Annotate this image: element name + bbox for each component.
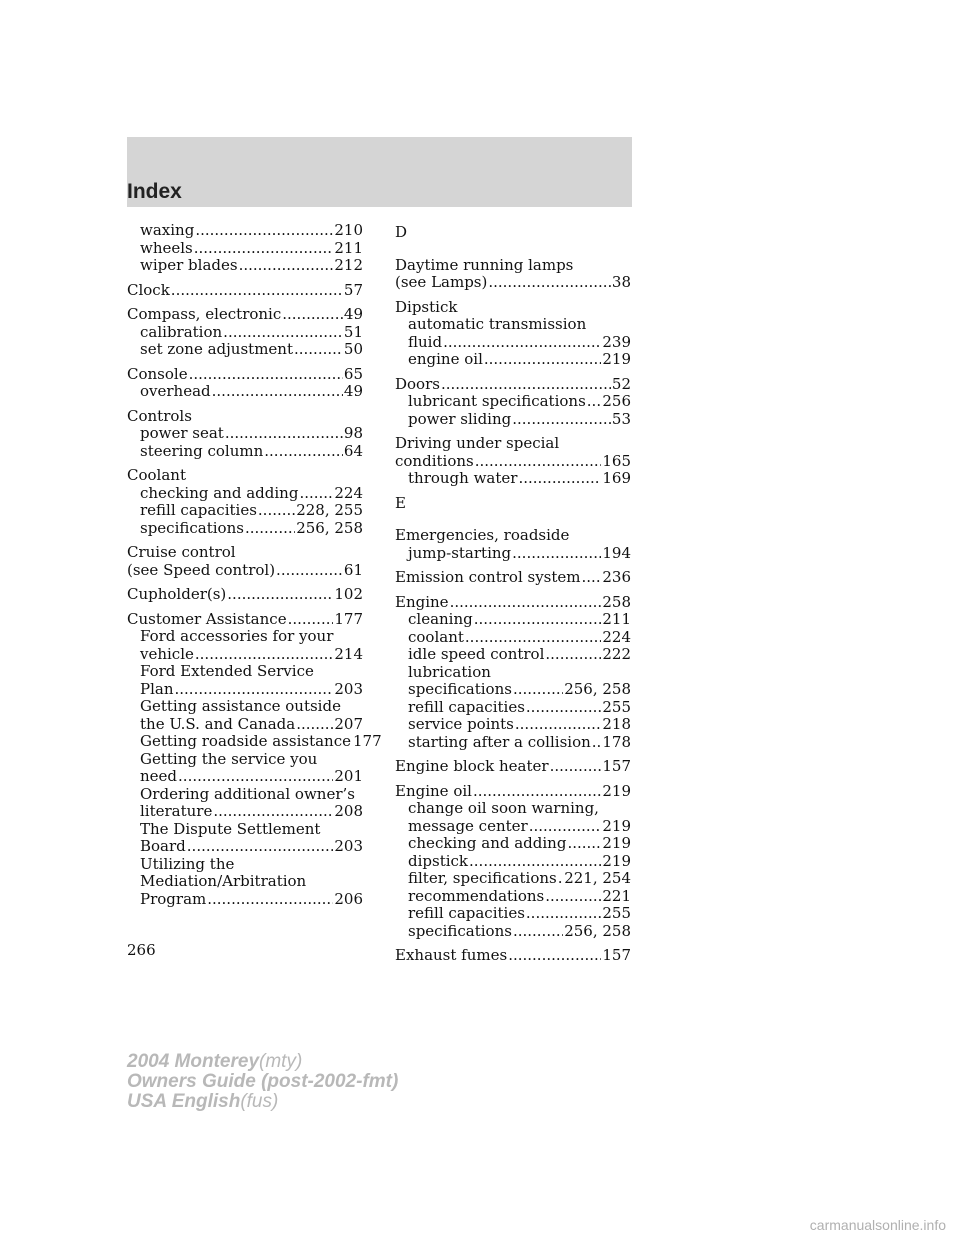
index-subentry: [395, 923, 631, 941]
index-heading: [395, 758, 631, 776]
dot-leader: [189, 366, 343, 384]
entry-text: Getting the service you: [140, 749, 318, 768]
index-subentry: [127, 803, 363, 821]
entry-text: Doors: [395, 374, 440, 393]
entry-text: Plan: [140, 679, 174, 698]
index-heading: [127, 544, 363, 562]
dot-leader: [299, 485, 333, 503]
dot-leader: [465, 629, 601, 647]
dot-leader: [212, 383, 343, 401]
index-entry: [127, 282, 363, 300]
page-reference: 65: [343, 364, 363, 383]
index-subentry: [395, 734, 631, 752]
entry-text: refill capacities: [408, 904, 525, 922]
index-entry: [395, 758, 631, 776]
index-entry: [395, 783, 631, 941]
dot-leader: [545, 646, 601, 664]
page-reference: 256, 258: [296, 518, 363, 537]
page-reference: 178: [602, 732, 631, 751]
dot-leader: [223, 324, 343, 342]
dot-leader: [473, 783, 601, 801]
page-reference: 203: [334, 837, 363, 855]
index-subentry: [127, 681, 363, 699]
entry-text: recommendations: [408, 886, 545, 905]
entry-text: checking and adding: [408, 834, 567, 852]
index-entry: [127, 306, 363, 359]
entry-text: Board: [140, 837, 186, 855]
entry-text: refill capacities: [140, 501, 257, 519]
index-subentry: [395, 681, 631, 699]
footer-language-code: (fus): [240, 1091, 279, 1112]
entry-text: Compass, electronic: [127, 305, 282, 323]
entry-text: Getting roadside assistance: [140, 732, 351, 750]
entry-text: Exhaust fumes: [395, 946, 508, 964]
index-heading: [395, 594, 631, 612]
index-subentry: [127, 873, 363, 891]
entry-text: specifications: [408, 921, 512, 940]
entry-text: overhead: [140, 382, 211, 400]
index-heading: [395, 453, 631, 471]
entry-text: Ford accessories for your: [140, 627, 334, 645]
entry-text: dipstick: [408, 851, 469, 870]
dot-leader: [512, 411, 611, 429]
page-reference: 194: [602, 543, 631, 562]
page-reference: 61: [343, 560, 363, 579]
index-entry: [395, 527, 631, 562]
entry-text: Getting assistance outside: [140, 697, 341, 715]
entry-text: need: [140, 767, 178, 785]
dot-leader: [518, 470, 601, 488]
dot-leader: [227, 586, 333, 604]
entry-text: jump-starting: [408, 543, 512, 562]
index-subentry: [127, 520, 363, 538]
index-subentry: [127, 768, 363, 786]
index-heading: [127, 467, 363, 485]
entry-text: specifications: [408, 680, 512, 698]
dot-leader: [526, 699, 601, 717]
index-subentry: [127, 628, 363, 646]
entry-text: Clock: [127, 280, 170, 299]
entry-text: cleaning: [408, 610, 473, 628]
entry-text: power seat: [140, 424, 224, 442]
index-subentry: [127, 425, 363, 443]
index-heading: [395, 274, 631, 292]
page-reference: 214: [334, 644, 363, 663]
index-heading: [127, 366, 363, 384]
page-reference: 219: [602, 781, 631, 800]
index-subentry: [127, 856, 363, 874]
entry-text: fluid: [408, 332, 443, 351]
index-entry: [395, 299, 631, 369]
page-reference: 224: [602, 627, 631, 646]
entry-text: wiper blades: [140, 256, 238, 274]
footer-language: USA English: [127, 1091, 241, 1112]
dot-leader: [550, 758, 602, 776]
index-subentry: [395, 716, 631, 734]
dot-leader: [513, 681, 563, 699]
entry-text: Coolant: [127, 466, 186, 484]
index-heading: [127, 408, 363, 426]
dot-leader: [207, 891, 333, 909]
page-reference: 49: [343, 305, 363, 323]
dot-leader: [225, 425, 343, 443]
dot-leader: [526, 905, 601, 923]
entry-text: automatic transmission: [408, 315, 587, 333]
entry-text: Dipstick: [395, 297, 458, 316]
page-reference: 256, 258: [564, 921, 631, 940]
index-subentry: [395, 699, 631, 717]
index-column-left: [127, 221, 382, 915]
index-subentry: [127, 646, 363, 664]
index-subentry: [127, 324, 363, 342]
index-heading: [395, 569, 631, 587]
index-entry: [395, 594, 631, 752]
index-heading: [127, 611, 363, 629]
index-entry: [127, 586, 363, 604]
page-reference: 203: [334, 679, 363, 698]
entry-text: steering column: [140, 441, 264, 460]
entry-text: checking and adding: [140, 483, 299, 502]
index-heading: [127, 306, 363, 324]
index-heading: [127, 562, 363, 580]
dot-leader: [475, 453, 602, 471]
index-heading: [395, 299, 631, 317]
entry-text: vehicle: [140, 644, 194, 663]
entry-text: Engine block heater: [395, 757, 549, 775]
index-entry: [395, 257, 631, 292]
entry-text: Ford Extended Service: [140, 662, 314, 680]
dot-leader: [558, 870, 563, 888]
page-reference: 57: [343, 280, 363, 299]
page-reference: 53: [611, 409, 631, 428]
entry-text: Cupholder(s): [127, 585, 227, 603]
dot-leader: [508, 947, 601, 965]
index-subentry: [395, 351, 631, 369]
section-letter: E: [395, 493, 406, 512]
page-title: Index: [127, 180, 182, 203]
entry-text: Emission control system: [395, 568, 581, 586]
index-subentry: [127, 716, 363, 734]
entry-text: Controls: [127, 406, 192, 425]
page-reference: 212: [334, 256, 363, 274]
footer-imprint: [127, 1052, 398, 1112]
index-subentry: [127, 257, 363, 275]
index-subentry: [395, 334, 631, 352]
footer-title-code: (mty): [259, 1051, 303, 1072]
index-subentry: [395, 835, 631, 853]
entry-text: (see Speed control): [127, 560, 276, 579]
page-reference: 255: [602, 904, 631, 922]
page-reference: 206: [334, 889, 363, 908]
page-reference: 201: [334, 767, 363, 785]
dot-leader: [441, 376, 611, 394]
index-subentry: [395, 470, 631, 488]
page-reference: 157: [602, 946, 631, 964]
page-reference: 102: [334, 585, 363, 603]
index-subentry: [127, 485, 363, 503]
dot-leader: [178, 768, 333, 786]
dot-leader: [450, 594, 602, 612]
entry-text: The Dispute Settlement: [140, 819, 321, 838]
index-subentry: [395, 611, 631, 629]
dot-leader: [488, 274, 611, 292]
index-subentry: [395, 870, 631, 888]
entry-text: through water: [408, 469, 518, 487]
index-subentry: [127, 838, 363, 856]
page-reference: 219: [602, 834, 631, 852]
index-entry: [127, 467, 363, 537]
entry-text: Emergencies, roadside: [395, 526, 570, 544]
page-reference: 211: [602, 610, 631, 628]
entry-text: Mediation/Arbitration: [140, 872, 307, 890]
page-reference: 177: [334, 609, 363, 628]
index-subentry: [127, 786, 363, 804]
page-reference: 211: [334, 238, 363, 257]
dot-leader: [582, 569, 602, 587]
index-heading: [395, 527, 631, 545]
index-entry: [395, 947, 631, 965]
header-band: [127, 137, 632, 207]
dot-leader: [195, 222, 333, 240]
entry-text: waxing: [140, 221, 195, 239]
dot-leader: [213, 803, 333, 821]
entry-text: wheels: [140, 238, 193, 257]
entry-text: calibration: [140, 322, 223, 341]
index-subentry: [395, 905, 631, 923]
page-reference: 169: [602, 469, 631, 487]
page-reference: 258: [602, 592, 631, 611]
dot-leader: [171, 282, 343, 300]
page-reference: 236: [602, 568, 631, 586]
index-entry: [395, 569, 631, 587]
index-subentry: [395, 818, 631, 836]
page-reference: 256, 258: [564, 680, 631, 698]
page-reference: 207: [334, 714, 363, 733]
entry-text: coolant: [408, 627, 464, 646]
dot-leader: [469, 853, 601, 871]
page-reference: 228, 255: [296, 501, 363, 519]
dot-leader: [515, 716, 601, 734]
index-entry: [127, 366, 363, 401]
index-heading: [127, 282, 363, 300]
entry-text: power sliding: [408, 409, 512, 428]
page-reference: 219: [602, 350, 631, 368]
entry-text: Program: [140, 889, 207, 908]
index-subentry: [127, 240, 363, 258]
dot-leader: [443, 334, 601, 352]
index-subentry: [127, 222, 363, 240]
index-entry: [127, 544, 363, 579]
page-reference: 256: [602, 392, 631, 410]
index-subentry: [395, 888, 631, 906]
dot-leader: [529, 818, 602, 836]
index-subentry: [127, 821, 363, 839]
page-reference: 51: [343, 322, 363, 341]
entry-text: set zone adjustment: [140, 340, 293, 358]
index-heading: [395, 947, 631, 965]
entry-text: Daytime running lamps: [395, 255, 574, 274]
entry-text: Engine: [395, 592, 449, 611]
dot-leader: [258, 502, 295, 520]
entry-text: Console: [127, 364, 188, 383]
page-reference: 222: [602, 645, 631, 663]
entry-text: Driving under special: [395, 434, 560, 452]
dot-leader: [513, 923, 563, 941]
dot-leader: [195, 646, 333, 664]
dot-leader: [245, 520, 295, 538]
page-reference: 239: [602, 332, 631, 351]
page-reference: 98: [343, 424, 363, 442]
index-subentry: [127, 443, 363, 461]
index-subentry: [395, 393, 631, 411]
index-column-right: [395, 222, 631, 972]
page-reference: 208: [334, 802, 363, 820]
dot-leader: [276, 562, 343, 580]
dot-leader: [175, 681, 334, 699]
index-entry: [127, 609, 382, 909]
entry-text: refill capacities: [408, 697, 525, 716]
entry-text: message center: [408, 816, 528, 835]
page-reference: 157: [602, 757, 631, 775]
entry-text: lubricant specifications: [408, 392, 586, 410]
index-subentry: [395, 629, 631, 647]
index-subentry: [395, 316, 631, 334]
page-reference: 218: [602, 715, 631, 733]
dot-leader: [239, 257, 334, 275]
dot-leader: [587, 393, 602, 411]
entry-text: Utilizing the: [140, 854, 235, 873]
page-reference: 219: [602, 816, 631, 835]
index-entry: [127, 222, 363, 275]
index-subentry: [395, 646, 631, 664]
page-reference: 165: [602, 451, 631, 470]
page-reference: 221: [602, 886, 631, 905]
entry-text: lubrication: [408, 662, 491, 681]
entry-text: (see Lamps): [395, 273, 488, 291]
entry-text: starting after a collision: [408, 732, 591, 751]
index-subentry: [127, 383, 363, 401]
index-subentry: [127, 751, 363, 769]
page-reference: 255: [602, 697, 631, 716]
entry-text: change oil soon warning,: [408, 799, 599, 817]
dot-leader: [194, 240, 334, 258]
dot-leader: [512, 545, 601, 563]
index-subentry: [127, 341, 363, 359]
index-heading: [395, 257, 631, 275]
dot-leader: [484, 351, 601, 369]
page-reference: 210: [334, 221, 363, 239]
footer-title: 2004 Monterey: [127, 1051, 260, 1072]
footer-guide: Owners Guide (post-2002-fmt): [127, 1071, 399, 1092]
index-heading: [395, 783, 631, 801]
index-subentry: [395, 545, 631, 563]
dot-leader: [264, 443, 343, 461]
entry-text: conditions: [395, 451, 474, 470]
index-subentry: [127, 891, 363, 909]
dot-leader: [282, 306, 343, 324]
page-reference: 38: [611, 273, 631, 291]
entry-text: Ordering additional owner’s: [140, 784, 355, 803]
page-number: 266: [127, 941, 156, 959]
entry-text: filter, specifications: [408, 869, 557, 887]
page-reference: 221, 254: [564, 869, 631, 887]
dot-leader: [288, 611, 334, 629]
dot-leader: [592, 734, 602, 752]
page-reference: 219: [602, 851, 631, 870]
dot-leader: [545, 888, 601, 906]
index-entry: [395, 376, 631, 429]
index-subentry: [127, 698, 363, 716]
page-reference: 50: [343, 340, 363, 358]
index-heading: [127, 586, 363, 604]
index-subentry: [127, 502, 363, 520]
entry-text: engine oil: [408, 350, 483, 368]
entry-text: Cruise control: [127, 543, 236, 561]
page-reference: 64: [343, 441, 363, 460]
dot-leader: [187, 838, 334, 856]
entry-text: idle speed control: [408, 645, 545, 663]
dot-leader: [294, 341, 343, 359]
index-heading: [395, 435, 631, 453]
page-reference: 49: [343, 382, 363, 400]
page-reference: 52: [611, 374, 631, 393]
page-reference: 224: [334, 483, 363, 502]
page-reference: 177: [352, 732, 382, 750]
watermark-text: carmanualsonline.info: [809, 1217, 946, 1233]
entry-text: literature: [140, 802, 213, 820]
index-subentry: [127, 663, 363, 681]
index-entry: [395, 435, 631, 488]
dot-leader: [296, 716, 333, 734]
index-subentry: [395, 411, 631, 429]
index-subentry: [395, 853, 631, 871]
entry-text: service points: [408, 715, 514, 733]
dot-leader: [567, 835, 601, 853]
index-subentry: [395, 800, 631, 818]
entry-text: Engine oil: [395, 781, 472, 800]
index-heading: [395, 376, 631, 394]
index-subentry: [127, 732, 382, 751]
dot-leader: [474, 611, 602, 629]
index-entry: [127, 408, 363, 461]
index-subentry: [395, 664, 631, 682]
entry-text: Customer Assistance: [127, 609, 287, 628]
section-letter: D: [395, 223, 408, 241]
entry-text: the U.S. and Canada: [140, 714, 296, 733]
entry-text: specifications: [140, 518, 244, 537]
